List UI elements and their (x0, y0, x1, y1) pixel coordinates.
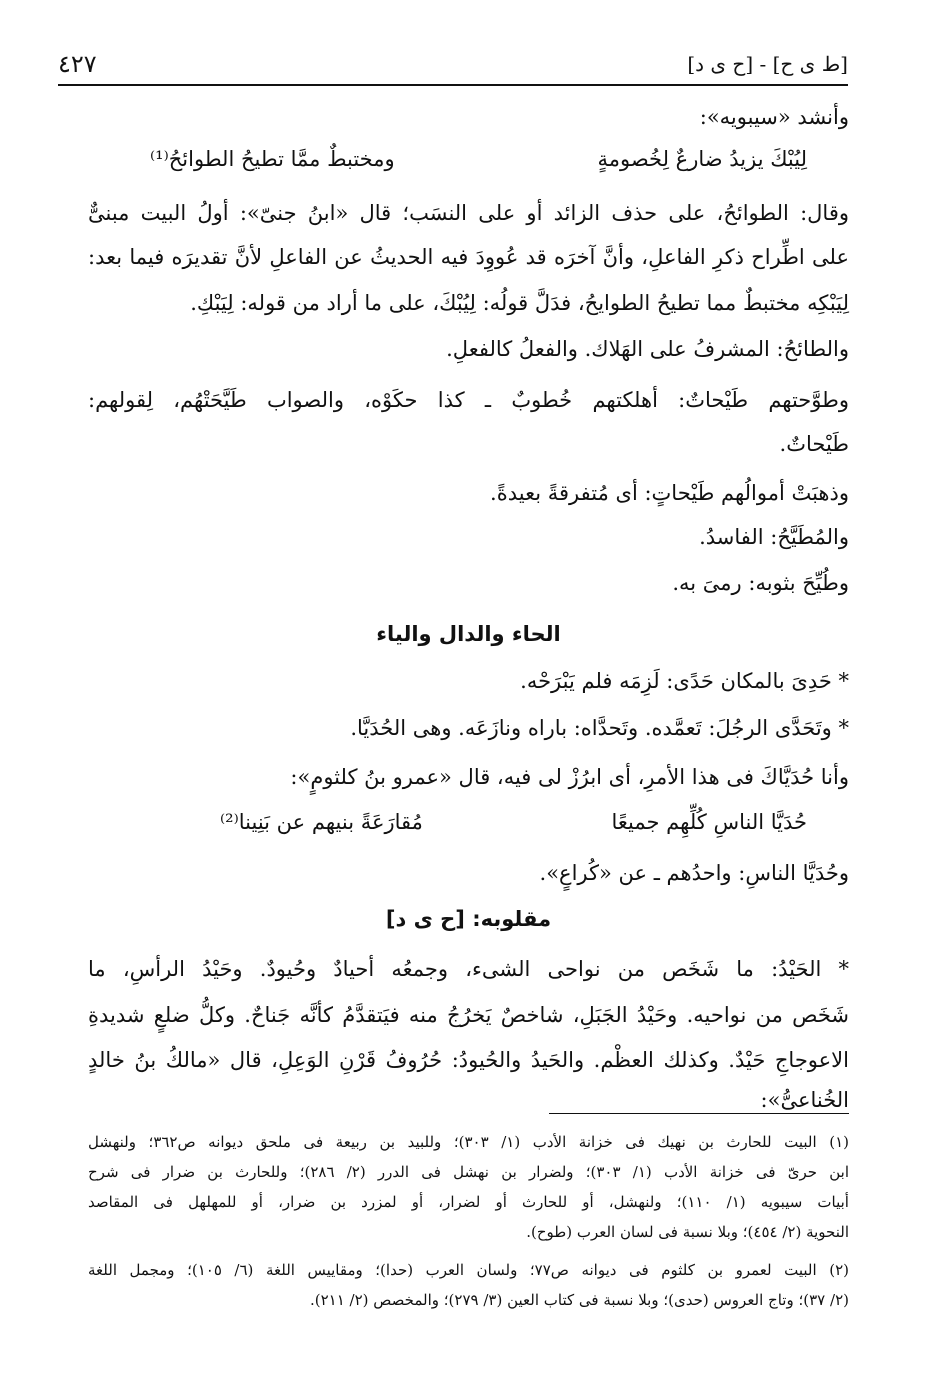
verse-hemistich-1: حُدَيَّا الناسِ كُلِّهِم جميعًا (611, 810, 807, 834)
text-line: طَيْحاتٌ. (779, 432, 849, 456)
section-heading: الحاء والدال والياء (376, 622, 561, 646)
footnote-divider (549, 1113, 849, 1114)
text-line: * الحَيْدُ: ما شَخَص من نواحى الشىء، وجمعُه أحيادٌ وحُيودٌ. وحَيْدُ الرأسِ، ما (88, 957, 849, 981)
footnote-line: ابن حرىّ فى خزانة الأدب (١/ ٣٠٣)؛ ولضرار بن نهشل فى الدرر (٢/ ٢٨٦)؛ وللحارث بن ضرار فى شرح (88, 1163, 850, 1181)
root-label: [ط ى ح] - [ح ى د] (687, 52, 848, 76)
text-line: لِيَبْكِه مختبطٌ مما تطيحُ الطوايحُ، فدَلَّ قولُه: لِيُبْكَ، على ما أراد من قوله: لِيَبْكِ. (190, 291, 849, 315)
page-header (58, 44, 848, 86)
text-line: وذهبَتْ أموالُهم طَيْحاتٍ: أى مُتفرقةً بعيدةً. (490, 481, 849, 505)
text-line: وحُدَيَّا الناسِ: واحدُهم ـ عن «كُراعٍ». (539, 861, 849, 885)
text-line: والمُطَيَّحُ: الفاسدُ. (699, 525, 849, 549)
text-line: وطوَّحتهم طَيْحاتٌ: أهلكتهم خُطوبٌ ـ كذا حكَوْه، والصواب طَيَّحَتْهُم، لِقولهم: (88, 388, 849, 412)
footnote-line: (٢) البيت لعمرو بن كلثوم فى ديوانه ص٧٧؛ ولسان العرب (حدا)؛ ومقاييس اللغة (٦/ ١٠٥)؛ ومجمل اللغة (88, 1261, 849, 1279)
text-line: الخُناعىُّ»: (760, 1088, 849, 1112)
text-line: وأنشد «سيبويه»: (699, 105, 849, 129)
verse-hemistich-1: لِيُبْكَ يزيدُ ضارعٌ لِخُصومةٍ (597, 147, 807, 171)
text-line: الاعوجاجِ حَيْدٌ. وكذلك العظْم. والحَيدُ والحُيودُ: حُرُوفُ قَرْنِ الوَعِلِ، قال «مالكُ بنُ خالدٍ (88, 1048, 849, 1072)
footnote-line: (١) البيت للحارث بن نهيك فى خزانة الأدب (١/ ٣٠٣)؛ وللبيد بن ربيعة فى ملحق ديوانه ص٣٦٢؛ ولنهشل (88, 1133, 849, 1151)
verse-hemistich-2: مُقارَعَةً بنيهم عن بَنِينا⁽²⁾ (220, 810, 423, 834)
footnote-line: النحوية (٢/ ٤٥٤)؛ وبلا نسبة فى لسان العرب (طوح). (526, 1223, 849, 1241)
text-line: * وتَحَدَّى الرجُلَ: تَعمَّده. وتَحدَّاه: باراه ونازَعَه. وهى الحُدَيَّا. (350, 716, 849, 740)
text-line: شَخَص من نواحيه. وحَيْدُ الجَبَلِ، شاخصٌ يَخرُجُ منه فيَتقدَّمُ كأنَّه جَناحٌ. وكلُّ ضلعٍ شديدةِ (88, 1003, 849, 1027)
verse-hemistich-2: ومختبطٌ ممَّا تطيحُ الطوائحُ⁽¹⁾ (150, 147, 395, 171)
text-line: وقال: الطوائحُ، على حذف الزائد أو على النسَب؛ قال «ابنُ جنىّ»: أولُ البيت مبنىٌّ (88, 201, 849, 225)
footnote-line: (٢/ ٣٧)؛ وتاج العروس (حدى)؛ وبلا نسبة فى كتاب العين (٣/ ٢٧٩)؛ والمخصص (٢/ ٢١١). (309, 1291, 849, 1309)
text-line: * حَدِىَ بالمكان حَدًى: لَزِمَه فلم يَبْرَحْه. (520, 669, 849, 693)
section-heading: مقلوبه: [ح ى د] (385, 907, 552, 931)
text-line: على اطِّراح ذكرِ الفاعلِ، وأنَّ آخرَه قد عُووِدَ فيه الحديثُ عن الفاعلِ لأنَّ تقديرَه فيما بعد: (88, 245, 849, 269)
footnote-line: أبيات سيبويه (١/ ١١٠)؛ ولنهشل، أو للحارث أو لضرار، أو لمزرد بن ضرار، أو للمهلهل فى المقاصد (88, 1193, 849, 1211)
text-line: والطائحُ: المشرفُ على الهَلاك. والفعلُ كالفعلِ. (446, 337, 849, 361)
text-line: وطُيِّحَ بثوبه: رمىَ به. (672, 571, 849, 595)
text-line: وأنا حُدَيَّاكَ فى هذا الأمرِ، أى ابرُزْ لى فيه، قال «عمرو بنُ كلثومٍ»: (290, 765, 849, 789)
page-number: ٤٢٧ (58, 50, 97, 78)
